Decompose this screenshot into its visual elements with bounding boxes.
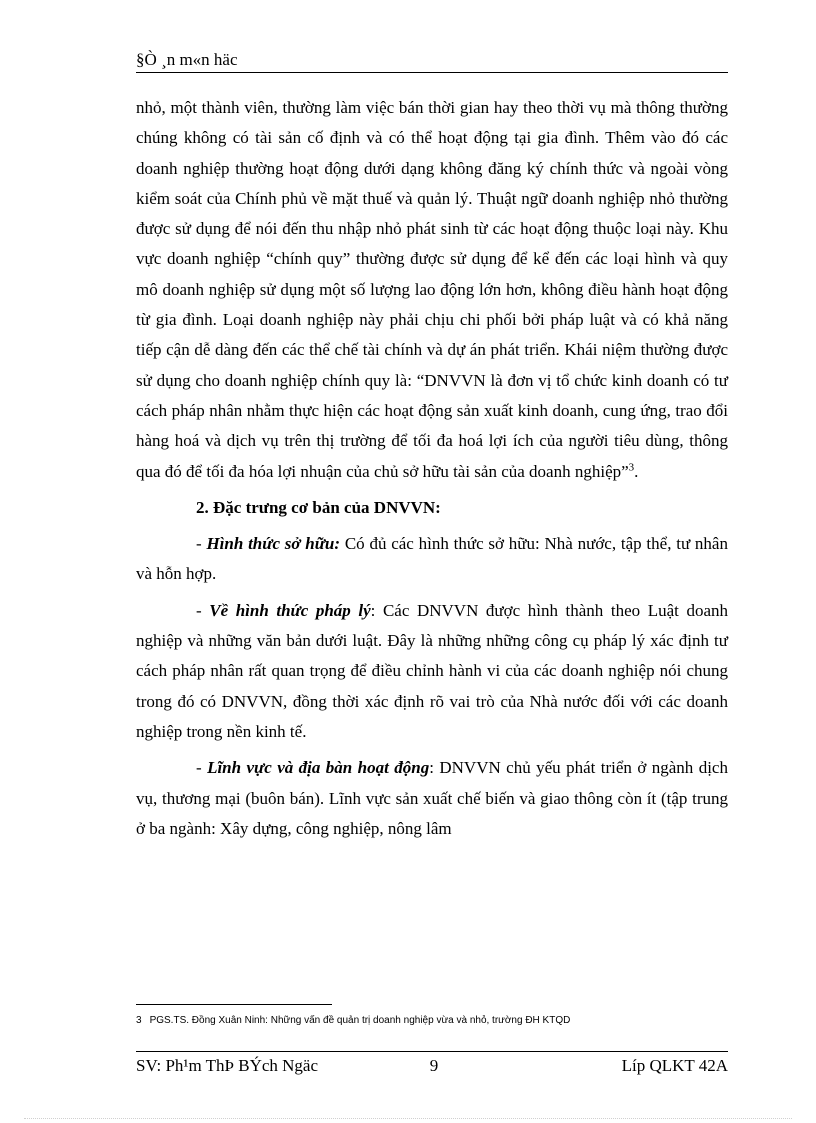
paragraph-text: Có đủ các hình thức sở hữu: Nhà nước, tập thể, tư nhân và hỗn hợp. [136,534,728,584]
page-header [136,48,728,73]
list-dash: - [196,758,208,778]
section-heading: 2. Đặc trưng cơ bản của DNVVN: [196,497,441,517]
footnote-text: PGS.TS. Đồng Xuân Ninh: Những vấn đề quản trị doanh nghiệp vừa và nhỏ, trường ĐH KTQD [149,1015,571,1026]
paragraph-text: : Các DNVVN được hình thành theo Luật doanh nghiệp và những văn bản dưới luật. Đây là những những công cụ pháp lý xác định tư cách pháp nhân rất quan trọng để điều chỉnh hành vi của các doanh nghiệp nói chung trong đó có DNVVN, đồng thời xác định rõ vai trò của Nhà nước đối với các doanh nghiệp trong nền kinh tế. [136,600,728,741]
list-dash: - [196,600,210,620]
paragraph-legal-form [136,596,728,747]
document-body [136,93,728,844]
term-legal-form: Về hình thức pháp lý [209,600,371,620]
paragraph-definition [136,93,728,487]
page-bottom-edge [24,1118,792,1119]
list-dash: - [196,534,207,554]
paragraph-text: nhỏ, một thành viên, thường làm việc bán thời gian hay theo thời vụ mà thông thường chúng không có tài sản cố định và có thể hoạt động tại gia đình. Thêm vào đó các doanh nghiệp thường hoạt động dưới dạng không đăng ký chính thức và ngoài vòng kiểm soát của Chính phủ về mặt thuế và quản lý. Thuật ngữ doanh nghiệp nhỏ thường được sử dụng để nói đến thu nhập nhỏ phát sinh từ các hoạt động thuộc loại này. Khu vực doanh nghiệp “chính quy” thường được sử dụng để kể đến các loại hình và quy mô doanh nghiệp sử dụng một số lượng lao động lớn hơn, không điều hành hoạt động từ gia đình. Loại doanh nghiệp này phải chịu chi phối bởi pháp luật và có khả năng tiếp cận dễ dàng đến các thể chế tài chính và dự án phát triển. Khái niệm thường được sử dụng cho doanh nghiệp chính quy là: “DNVVN là đơn vị tổ chức kinh doanh có tư cách pháp nhân nhằm thực hiện các hoạt động sản xuất kinh doanh, cung ứng, trao đổi hàng hoá và dịch vụ trên thị trường để tối đa hoá lợi ích của người tiêu dùng, thông qua đó để tối đa hóa lợi nhuận của chủ sở hữu tài sản của doanh nghiệp” [136,98,728,481]
page-footer [136,1054,728,1078]
footnote-separator [136,1004,332,1005]
paragraph-field-area [136,753,728,844]
term-ownership: Hình thức sở hữu: [206,534,341,554]
paragraph-end: . [634,461,639,481]
footer-student-name: SV: Ph¹m ThÞ BÝch Ngäc [136,1056,319,1075]
page-number: 9 [429,1056,439,1075]
footer-class: Líp QLKT 42A [621,1056,728,1075]
term-field-area: Lĩnh vực và địa bàn hoạt động [207,758,430,778]
paragraph-ownership [136,529,728,590]
header-title: §Ò ¸n m«n häc [136,50,238,69]
paragraph-text: : DNVVN chủ yếu phát triển ở ngành dịch vụ, thương mại (buôn bán). Lĩnh vực sản xuất chế biến và giao thông còn ít (tập trung ở ba ngành: Xây dựng, công nghiệp, nông lâm [136,758,728,838]
footnote [136,1014,736,1028]
footer-separator [136,1051,728,1052]
footnote-reference[interactable]: 3 [628,460,635,473]
footnote-mark: 3 [136,1015,142,1026]
